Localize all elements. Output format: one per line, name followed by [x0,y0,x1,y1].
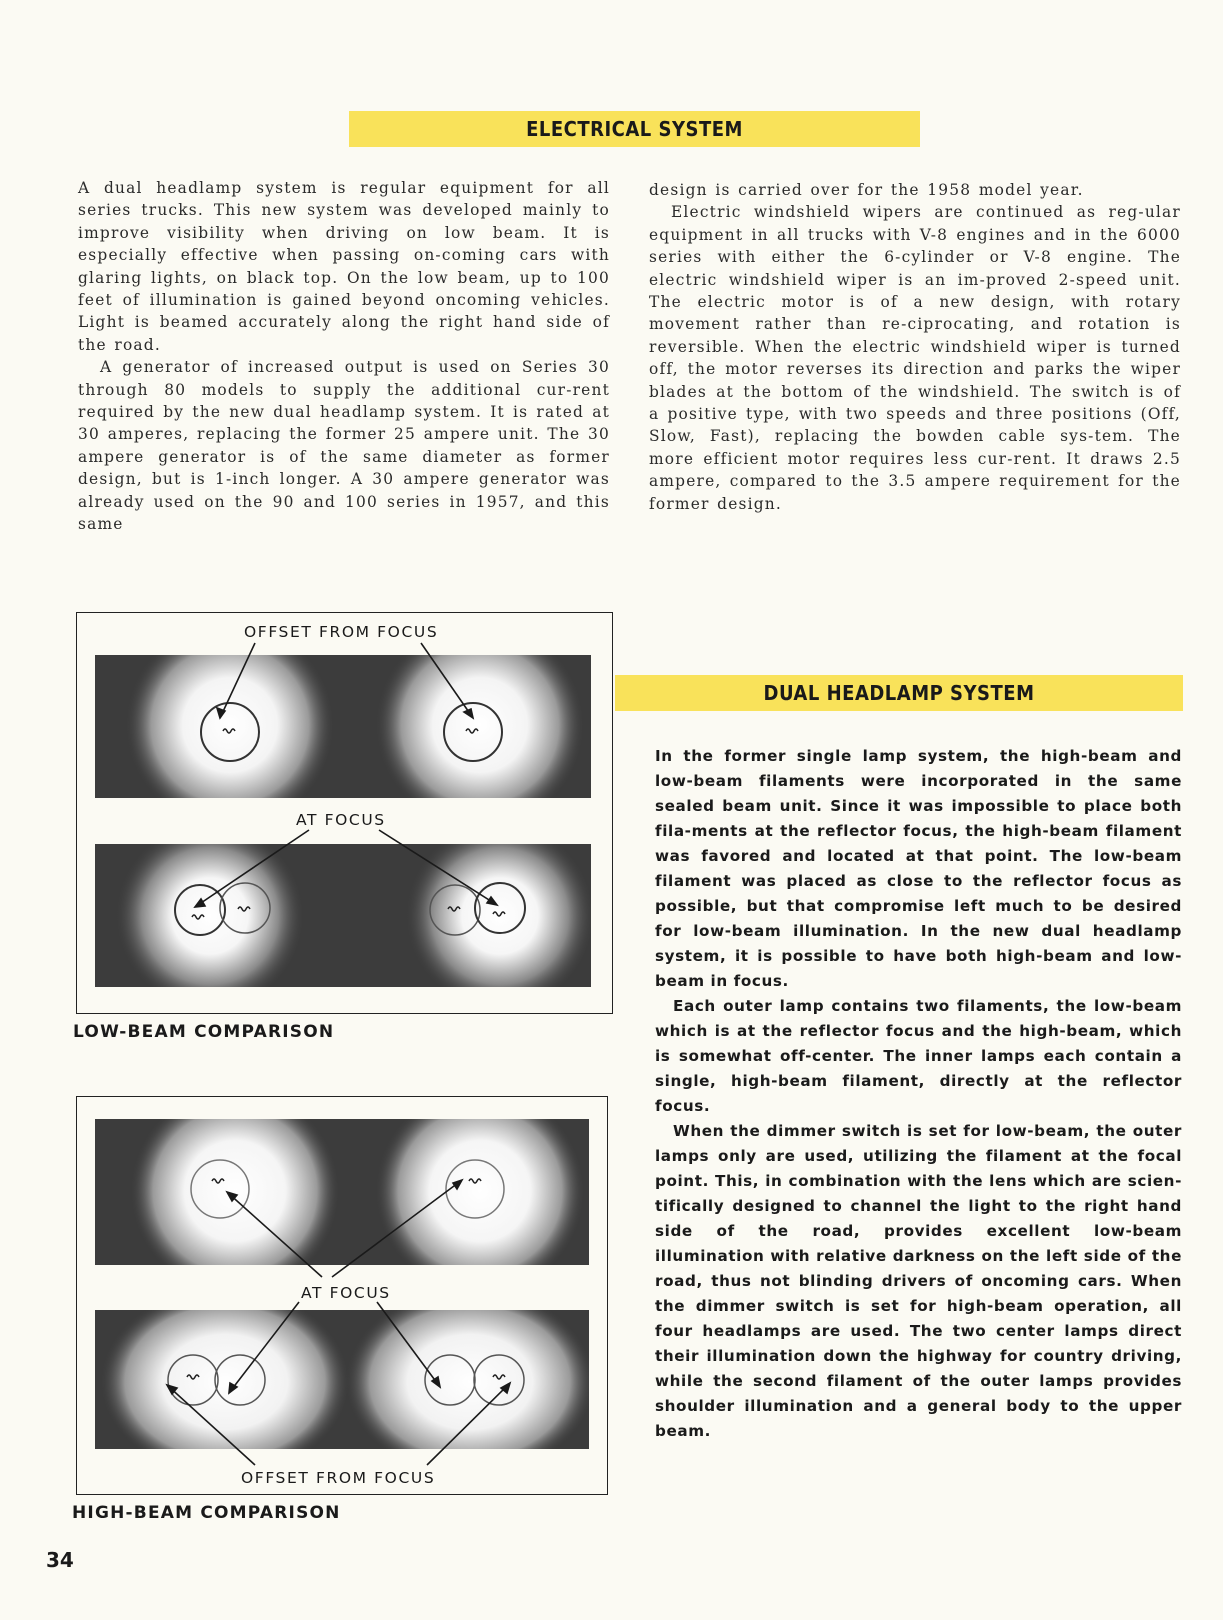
offset-from-focus-label: OFFSET FROM FOCUS [244,623,439,641]
paragraph: When the dimmer switch is set for low-beam, the outer lamps only are used, utilizing the filament at the focal point. This, in combination with the lens which are scien-tifically designed to channel the light to the right hand side of the road, provides excellent low-beam illumination with relative darkness on the left side of the road, thus not blinding drivers of oncoming cars. When the dimmer switch is set for high-beam operation, all four headlamps are used. The two center lamps direct their illumination down the highway for country driving, while the second filament of the outer lamps provides shoulder illumination and a general body to the upper beam. [655,1122,1182,1440]
low-beam-photo-focus [95,844,591,987]
high-beam-photo-offset [95,1310,589,1449]
at-focus-label: AT FOCUS [296,811,386,829]
low-beam-caption: LOW-BEAM COMPARISON [73,1022,335,1042]
page-number: 34 [46,1548,74,1572]
high-beam-figure [76,1096,608,1495]
electrical-system-heading: ELECTRICAL SYSTEM [349,111,920,147]
paragraph: design is carried over for the 1958 model year. [649,181,1084,199]
paragraph: A dual headlamp system is regular equipment for all series trucks. This new system was developed mainly to improve visibility when driving on low beam. It is especially effective when passing on-coming cars with glaring lights, on black top. On the low beam, up to 100 feet of illumination is gained beyond oncoming vehicles. Light is beamed accurately along the right hand side of the road. [78,179,610,354]
electrical-left-column [78,177,610,536]
low-beam-figure [76,612,613,1014]
paragraph: Each outer lamp contains two filaments, the low-beam which is at the reflector focus and the high-beam, which is somewhat off-center. The inner lamps each contain a single, high-beam filament, directly at the reflector focus. [655,997,1182,1115]
electrical-right-column [649,179,1181,515]
paragraph: In the former single lamp system, the high-beam and low-beam filaments were incorporated in the same sealed beam unit. Since it was impossible to place both fila-ments at the reflector focus, the high-beam filament was favored and located at that point. The low-beam filament was placed as close to the reflector focus as possible, but that compromise left much to be desired for low-beam illumination. In the new dual headlamp system, it is possible to have both high-beam and low-beam in focus. [655,747,1182,990]
paragraph: A generator of increased output is used on Series 30 through 80 models to supply the additional cur-rent required by the new dual headlamp system. It is rated at 30 amperes, replacing the former 25 ampere unit. The 30 ampere generator is of the same diameter as former design, but is 1-inch longer. A 30 ampere generator was already used on the 90 and 100 series in 1957, and this same [78,358,610,534]
dual-headlamp-body [655,744,1182,1444]
offset-from-focus-label: OFFSET FROM FOCUS [241,1469,436,1487]
paragraph: Electric windshield wipers are continued as reg-ular equipment in all trucks with V-8 engines and in the 6000 series with either the 6-cylinder or V-8 engine. The electric windshield wiper is an im-proved 2-speed unit. The electric motor is of a new design, with rotary movement rather than re-ciprocating, and rotation is reversible. When the electric windshield wiper is turned off, the motor reverses its direction and parks the wiper blades at the bottom of the windshield. The switch is of a positive type, with two speeds and three positions (Off, Slow, Fast), replacing the bowden cable sys-tem. The more efficient motor requires less cur-rent. It draws 2.5 ampere, compared to the 3.5 ampere requirement for the former design. [649,203,1181,513]
dual-headlamp-heading: DUAL HEADLAMP SYSTEM [615,675,1183,711]
at-focus-label: AT FOCUS [301,1284,391,1302]
high-beam-caption: HIGH-BEAM COMPARISON [72,1503,341,1523]
low-beam-photo-offset [95,655,591,798]
high-beam-photo-focus [95,1119,589,1265]
